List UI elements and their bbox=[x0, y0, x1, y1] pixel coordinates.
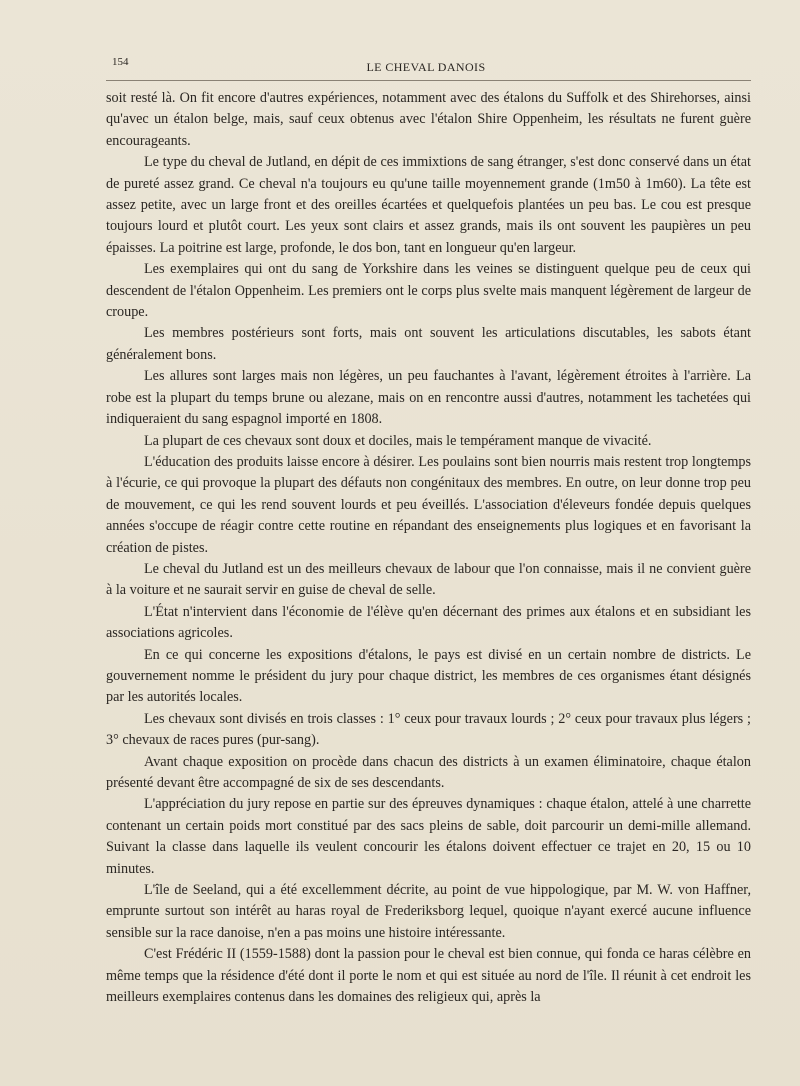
paragraph: C'est Frédéric II (1559-1588) dont la passion pour le cheval est bien connue, qui fonda ce haras célèbre en même temps que la résidence d'été dont il porte le nom et qui est située au nord de l'île. Il réunit à cet endroit les meilleurs exemplaires contenus dans les domaines des religieux qui, après la bbox=[106, 946, 751, 1006]
paragraph: Le cheval du Jutland est un des meilleurs chevaux de labour que l'on connaisse, mais il ne convient guère à la voiture et ne saurait servir en guise de cheval de selle. bbox=[106, 560, 751, 599]
running-title: LE CHEVAL DANOIS bbox=[366, 60, 486, 74]
paragraph: L'État n'intervient dans l'économie de l'élève qu'en décernant des primes aux étalons et en subsidiant les associations agricoles. bbox=[106, 603, 751, 642]
page-header bbox=[106, 56, 746, 76]
paragraph: L'éducation des produits laisse encore à désirer. Les poulains sont bien nourris mais restent trop longtemps à l'écurie, ce qui provoque la plupart des défauts non congénitaux des membres. En outre, on leur donne trop peu de mouvement, ce qui les rend souvent lourds et peu éveillés. L'association d'éleveurs fondée depuis quelques années s'occupe de réagir contre cette routine en répandant des enseignements plus logiques et en favorisant la création de pistes. bbox=[106, 453, 751, 556]
paragraph: L'appréciation du jury repose en partie sur des épreuves dynamiques : chaque étalon, attelé à une charrette contenant un certain poids mort constitué par des sacs pleins de sable, doit parcourir un demi-mille allemand. Suivant la classe dans laquelle ils veulent concourir les étalons doivent effectuer ce trajet en 20, 15 ou 10 minutes. bbox=[106, 796, 751, 877]
header-rule bbox=[106, 80, 751, 81]
paragraph: L'île de Seeland, qui a été excellemment décrite, au point de vue hippologique, par M. W. von Haffner, emprunte surtout son intérêt au haras royal de Frederiksborg lequel, quoique n'ayant exercé aucune influence sensible sur la race danoise, n'en a pas moins une histoire intéressante. bbox=[106, 882, 751, 941]
paragraph: La plupart de ces chevaux sont doux et dociles, mais le tempérament manque de vivacité. bbox=[144, 432, 652, 449]
paragraph: Les exemplaires qui ont du sang de Yorkshire dans les veines se distinguent quelque peu de ceux qui descendent de l'étalon Oppenheim. Les premiers ont le corps plus svelte mais manquent légèrement de largeur de croupe. bbox=[106, 261, 751, 321]
paragraph: Les chevaux sont divisés en trois classes : 1° ceux pour travaux lourds ; 2° ceux pour travaux plus légers ; 3° chevaux de races pures (pur-sang). bbox=[106, 710, 751, 749]
paragraph: En ce qui concerne les expositions d'étalons, le pays est divisé en un certain nombre de districts. Le gouvernement nomme le président du jury pour chaque district, les membres de ces organismes étant désignés par les autorités locales. bbox=[106, 646, 751, 706]
paragraph: Les membres postérieurs sont forts, mais ont souvent les articulations discutables, les sabots étant généralement bons. bbox=[106, 325, 751, 363]
body-text bbox=[106, 88, 751, 1048]
paragraph: Le type du cheval de Jutland, en dépit de ces immixtions de sang étranger, s'est donc conservé dans un état de pureté assez grand. Ce cheval n'a toujours eu qu'une taille moyennement grande (1m50 à 1m60). La tête est assez petite, avec un large front et des oreilles écartées et quelquefois plantées un peu bas. Le cou est presque toujours lourd et plutôt court. Les yeux sont clairs et assez grands, mais ils ont souvent les paupières un peu épaisses. La poitrine est large, profonde, le dos bon, tant en longueur qu'en largeur. bbox=[106, 154, 751, 256]
paragraph: soit resté là. On fit encore d'autres expériences, notamment avec des étalons du Suffolk et des Shirehorses, ainsi qu'avec un étalon belge, mais, sauf ceux obtenus avec l'étalon Shire Oppenheim, les résultats ne furent guère encourageants. bbox=[106, 90, 751, 149]
paragraph: Les allures sont larges mais non légères, un peu fauchantes à l'avant, légèrement étroites à l'arrière. La robe est la plupart du temps brune ou alezane, mais on en rencontre aussi d'autres, notamment les tachetées qui indiqueraient du sang espagnol importé en 1808. bbox=[106, 368, 751, 428]
page-number: 154 bbox=[112, 56, 129, 68]
paragraph: Avant chaque exposition on procède dans chacun des districts à un examen éliminatoire, chaque étalon présenté devant être accompagné de six de ses descendants. bbox=[106, 753, 751, 791]
